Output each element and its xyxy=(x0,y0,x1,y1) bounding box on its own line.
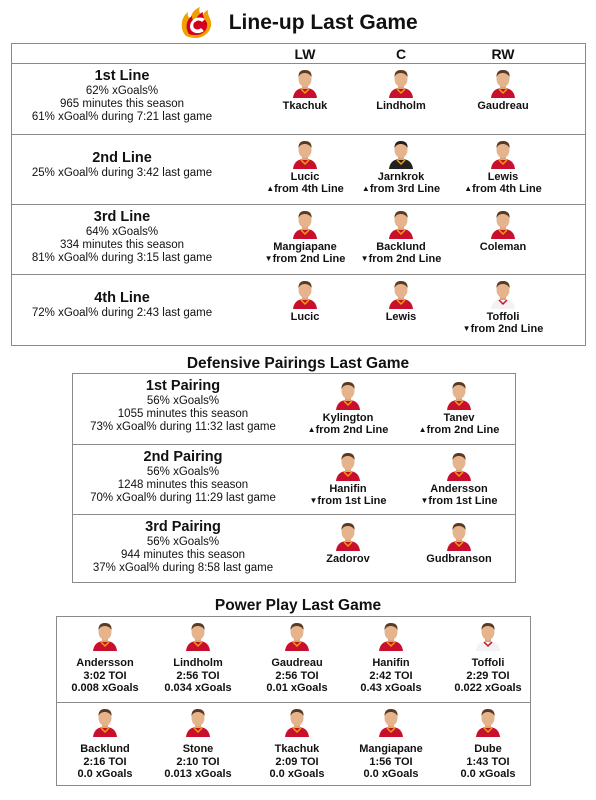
unit-name: 3rd Line xyxy=(93,209,151,225)
page-header xyxy=(0,6,596,42)
player-card xyxy=(298,451,398,507)
player-name: Gudbranson xyxy=(426,553,492,565)
player-headshot xyxy=(489,279,517,309)
player-xgoals: 0.008 xGoals xyxy=(71,682,139,694)
player-card xyxy=(255,279,355,323)
player-name: Kylington xyxy=(322,412,374,424)
player-headshot xyxy=(291,279,319,309)
line-row xyxy=(12,204,585,274)
player-name: Mangiapane xyxy=(273,241,337,253)
unit-stat: 61% xGoal% during 7:21 last game xyxy=(31,111,213,123)
unit-info xyxy=(17,289,227,320)
line-row xyxy=(12,134,585,204)
player-move-label: from 2nd Line xyxy=(315,424,389,436)
powerplay-section-title: Power Play Last Game xyxy=(214,597,382,614)
unit-name: 3rd Pairing xyxy=(145,519,221,535)
triangle-down-icon: ▼ xyxy=(264,254,273,263)
page-title: Line-up Last Game xyxy=(228,11,418,34)
player-headshot xyxy=(334,451,362,481)
unit-stat: 37% xGoal% during 8:58 last game xyxy=(92,562,274,574)
triangle-up-icon: ▲ xyxy=(266,184,275,193)
player-card xyxy=(409,451,509,507)
player-toi: 1:56 TOI xyxy=(369,755,413,768)
player-headshot xyxy=(91,707,119,737)
powerplay-row xyxy=(57,702,530,787)
unit-stat: 944 minutes this season xyxy=(120,549,246,561)
player-headshot xyxy=(184,621,212,651)
triangle-up-icon: ▲ xyxy=(418,425,427,434)
player-headshot xyxy=(474,707,502,737)
player-move xyxy=(453,183,553,195)
player-name: Backlund xyxy=(80,743,130,755)
player-headshot xyxy=(445,521,473,551)
player-name: Dube xyxy=(474,743,502,755)
unit-info xyxy=(17,208,227,265)
player-name: Tkachuk xyxy=(274,743,320,755)
player-headshot xyxy=(377,621,405,651)
unit-stat: 56% xGoals% xyxy=(146,466,220,478)
player-card xyxy=(453,279,553,335)
player-card xyxy=(409,380,509,436)
triangle-down-icon: ▼ xyxy=(462,324,471,333)
player-card xyxy=(409,521,509,565)
unit-stat: 334 minutes this season xyxy=(59,239,185,251)
player-toi: 3:02 TOI xyxy=(83,669,127,682)
powerplay-player-card xyxy=(438,621,538,695)
unit-info xyxy=(74,377,292,434)
player-name: Zadorov xyxy=(326,553,370,565)
player-card xyxy=(453,68,553,112)
player-name: Coleman xyxy=(479,241,527,253)
player-headshot xyxy=(387,279,415,309)
player-move xyxy=(298,424,398,436)
player-move xyxy=(409,424,509,436)
player-name: Mangiapane xyxy=(359,743,423,755)
player-xgoals: 0.01 xGoals xyxy=(266,682,328,694)
player-move xyxy=(298,495,398,507)
unit-stat: 73% xGoal% during 11:32 last game xyxy=(90,421,276,433)
player-headshot xyxy=(334,380,362,410)
unit-stat: 56% xGoals% xyxy=(146,395,220,407)
player-move-label: from 4th Line xyxy=(472,183,542,195)
player-move-label: from 2nd Line xyxy=(272,253,346,265)
player-card xyxy=(453,139,553,195)
unit-stat: 72% xGoal% during 2:43 last game xyxy=(31,307,213,319)
line-row xyxy=(12,274,585,346)
player-toi: 2:10 TOI xyxy=(176,755,220,768)
player-toi: 1:43 TOI xyxy=(466,755,510,768)
player-name: Lucic xyxy=(290,311,320,323)
unit-stat: 1248 minutes this season xyxy=(117,479,249,491)
unit-stat: 965 minutes this season xyxy=(59,98,185,110)
player-headshot xyxy=(291,139,319,169)
player-card xyxy=(351,68,451,112)
player-name: Andersson xyxy=(76,657,134,669)
player-toi: 2:16 TOI xyxy=(83,755,127,768)
player-xgoals: 0.0 xGoals xyxy=(363,768,419,780)
player-headshot xyxy=(489,209,517,239)
player-move-label: from 2nd Line xyxy=(470,323,544,335)
player-headshot xyxy=(387,139,415,169)
powerplay-player-card xyxy=(247,621,347,695)
player-name: Gaudreau xyxy=(477,100,529,112)
player-headshot xyxy=(283,707,311,737)
player-name: Andersson xyxy=(430,483,488,495)
player-toi: 2:56 TOI xyxy=(275,669,319,682)
unit-name: 2nd Line xyxy=(92,150,152,166)
player-move-label: from 3rd Line xyxy=(369,183,441,195)
unit-stat: 1055 minutes this season xyxy=(117,408,249,420)
player-headshot xyxy=(489,68,517,98)
player-name: Backlund xyxy=(376,241,426,253)
player-move xyxy=(255,253,355,265)
player-name: Tanev xyxy=(443,412,475,424)
column-header-rw: RW xyxy=(491,46,515,62)
player-headshot xyxy=(283,621,311,651)
player-headshot xyxy=(387,68,415,98)
player-xgoals: 0.0 xGoals xyxy=(269,768,325,780)
player-name: Stone xyxy=(182,743,214,755)
player-headshot xyxy=(184,707,212,737)
unit-name: 4th Line xyxy=(94,290,150,306)
player-move-label: from 1st Line xyxy=(317,495,387,507)
player-name: Lucic xyxy=(290,171,320,183)
powerplay-player-card xyxy=(55,621,155,695)
player-card xyxy=(351,279,451,323)
unit-name: 1st Pairing xyxy=(145,378,221,394)
player-name: Lewis xyxy=(385,311,417,323)
player-xgoals: 0.0 xGoals xyxy=(460,768,516,780)
player-move xyxy=(409,495,509,507)
player-move-label: from 2nd Line xyxy=(426,424,500,436)
player-name: Toffoli xyxy=(486,311,520,323)
column-header-lw: LW xyxy=(294,46,316,62)
player-move-label: from 1st Line xyxy=(428,495,498,507)
player-toi: 2:09 TOI xyxy=(275,755,319,768)
player-xgoals: 0.0 xGoals xyxy=(77,768,133,780)
player-headshot xyxy=(387,209,415,239)
player-headshot xyxy=(377,707,405,737)
unit-stat: 70% xGoal% during 11:29 last game xyxy=(90,492,276,504)
player-name: Gaudreau xyxy=(271,657,323,669)
unit-info xyxy=(17,67,227,124)
player-headshot xyxy=(91,621,119,651)
player-card xyxy=(351,209,451,265)
triangle-up-icon: ▲ xyxy=(464,184,473,193)
player-headshot xyxy=(445,451,473,481)
player-move-label: from 4th Line xyxy=(274,183,344,195)
triangle-down-icon: ▼ xyxy=(360,254,369,263)
pairing-row xyxy=(73,444,515,514)
player-name: Hanifin xyxy=(329,483,367,495)
flames-logo-icon xyxy=(178,6,214,40)
player-card xyxy=(453,209,553,253)
triangle-down-icon: ▼ xyxy=(309,496,318,505)
unit-stat: 25% xGoal% during 3:42 last game xyxy=(31,167,213,179)
powerplay-player-card xyxy=(341,621,441,695)
player-headshot xyxy=(445,380,473,410)
unit-name: 2nd Pairing xyxy=(143,449,223,465)
triangle-up-icon: ▲ xyxy=(361,184,370,193)
player-card xyxy=(298,380,398,436)
powerplay-player-card xyxy=(148,621,248,695)
powerplay-player-card xyxy=(55,707,155,781)
player-toi: 2:29 TOI xyxy=(466,669,510,682)
player-move xyxy=(453,323,553,335)
player-name: Lindholm xyxy=(376,100,426,112)
triangle-down-icon: ▼ xyxy=(420,496,429,505)
unit-info xyxy=(74,448,292,505)
player-xgoals: 0.013 xGoals xyxy=(164,768,232,780)
line-row xyxy=(12,63,585,134)
player-name: Lewis xyxy=(487,171,519,183)
powerplay-player-card xyxy=(438,707,538,781)
unit-stat: 81% xGoal% during 3:15 last game xyxy=(31,252,213,264)
powerplay-row xyxy=(57,617,530,702)
pairing-row xyxy=(73,514,515,584)
player-headshot xyxy=(334,521,362,551)
player-xgoals: 0.022 xGoals xyxy=(454,682,522,694)
player-move-label: from 2nd Line xyxy=(368,253,442,265)
player-headshot xyxy=(291,68,319,98)
unit-stat: 56% xGoals% xyxy=(146,536,220,548)
pairing-row xyxy=(73,374,515,444)
powerplay-player-card xyxy=(148,707,248,781)
player-name: Toffoli xyxy=(471,657,505,669)
unit-info xyxy=(74,518,292,575)
player-name: Lindholm xyxy=(173,657,223,669)
player-move xyxy=(255,183,355,195)
player-card xyxy=(255,209,355,265)
player-move xyxy=(351,183,451,195)
player-name: Hanifin xyxy=(372,657,410,669)
player-toi: 2:42 TOI xyxy=(369,669,413,682)
unit-stat: 62% xGoals% xyxy=(85,85,159,97)
powerplay-player-card xyxy=(341,707,441,781)
defense-section-title: Defensive Pairings Last Game xyxy=(186,355,410,372)
unit-info xyxy=(17,149,227,180)
player-headshot xyxy=(489,139,517,169)
defense-table xyxy=(72,373,516,583)
player-card xyxy=(351,139,451,195)
player-card xyxy=(255,68,355,112)
player-toi: 2:56 TOI xyxy=(176,669,220,682)
player-card xyxy=(255,139,355,195)
player-headshot xyxy=(474,621,502,651)
triangle-up-icon: ▲ xyxy=(307,425,316,434)
column-header-c: C xyxy=(395,46,407,62)
lines-table xyxy=(11,43,586,346)
player-card xyxy=(298,521,398,565)
player-name: Jarnkrok xyxy=(377,171,425,183)
lines-header-row xyxy=(12,44,585,63)
powerplay-player-card xyxy=(247,707,347,781)
unit-name: 1st Line xyxy=(94,68,150,84)
player-move xyxy=(351,253,451,265)
player-headshot xyxy=(291,209,319,239)
unit-stat: 64% xGoals% xyxy=(85,226,159,238)
powerplay-table xyxy=(56,616,531,786)
player-xgoals: 0.43 xGoals xyxy=(360,682,422,694)
player-xgoals: 0.034 xGoals xyxy=(164,682,232,694)
player-name: Tkachuk xyxy=(282,100,328,112)
